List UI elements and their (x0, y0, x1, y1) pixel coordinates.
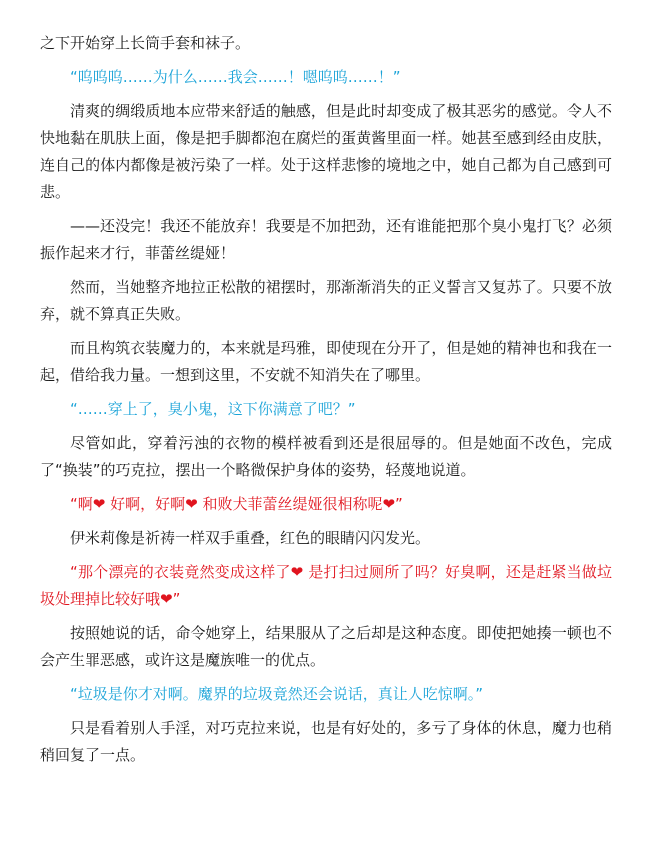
paragraph-14: 只是看着别人手淫，对巧克拉来说，也是有好处的，多亏了身体的休息，魔力也稍稍回复了一点。 (40, 719, 612, 764)
paragraph-5: 然而，当她整齐地拉正松散的裙摆时，那渐渐消失的正义誓言又复苏了。只要不放弃，就不算真正失败。 (40, 278, 612, 323)
paragraph-10: 伊米莉像是祈祷一样双手重叠，红色的眼睛闪闪发光。 (70, 529, 431, 547)
dialogue-cyan-2: “……穿上了，臭小鬼，这下你满意了吧？” (70, 400, 356, 418)
paragraph-8: 尽管如此，穿着污浊的衣物的模样被看到还是很屈辱的。但是她面不改色，完成了“换装”的巧克拉，摆出一个略微保护身体的姿势，轻蔑地说道。 (40, 434, 612, 479)
dialogue-red-2: “那个漂亮的衣装竟然变成这样了❤ 是打扫过厕所了吗？好臭啊，还是赶紧当做垃圾处理掉比较好哦❤” (40, 563, 612, 608)
paragraph-4: ——还没完！我还不能放弃！我要是不加把劲，还有谁能把那个臭小鬼打飞？必须振作起来才行，菲蕾丝缇娅！ (40, 217, 612, 262)
document-page (40, 30, 612, 769)
dialogue-red-1: “啊❤ 好啊，好啊❤ 和败犬菲蕾丝缇娅很相称呢❤” (70, 495, 403, 513)
dialogue-cyan-3: “垃圾是你才对啊。魔界的垃圾竟然还会说话，真让人吃惊啊。” (70, 685, 484, 703)
paragraph-1: 之下开始穿上长筒手套和袜子。 (40, 34, 251, 52)
dialogue-cyan-1: “呜呜呜……为什么……我会……！嗯呜呜……！” (70, 68, 401, 86)
paragraph-3: 清爽的绸缎质地本应带来舒适的触感，但是此时却变成了极其恶劣的感觉。令人不快地黏在肌肤上面，像是把手脚都泡在腐烂的蛋黄酱里面一样。她甚至感到经由皮肤，连自己的体内都像是被污染了一样。处于这样悲惨的境地之中，她自己都为自己感到可悲。 (40, 102, 612, 201)
paragraph-6: 而且构筑衣装魔力的，本来就是玛雅，即使现在分开了，但是她的精神也和我在一起，借给我力量。一想到这里，不安就不知消失在了哪里。 (40, 339, 612, 384)
paragraph-12: 按照她说的话，命令她穿上，结果服从了之后却是这种态度。即使把她揍一顿也不会产生罪恶感，或许这是魔族唯一的优点。 (40, 624, 612, 669)
